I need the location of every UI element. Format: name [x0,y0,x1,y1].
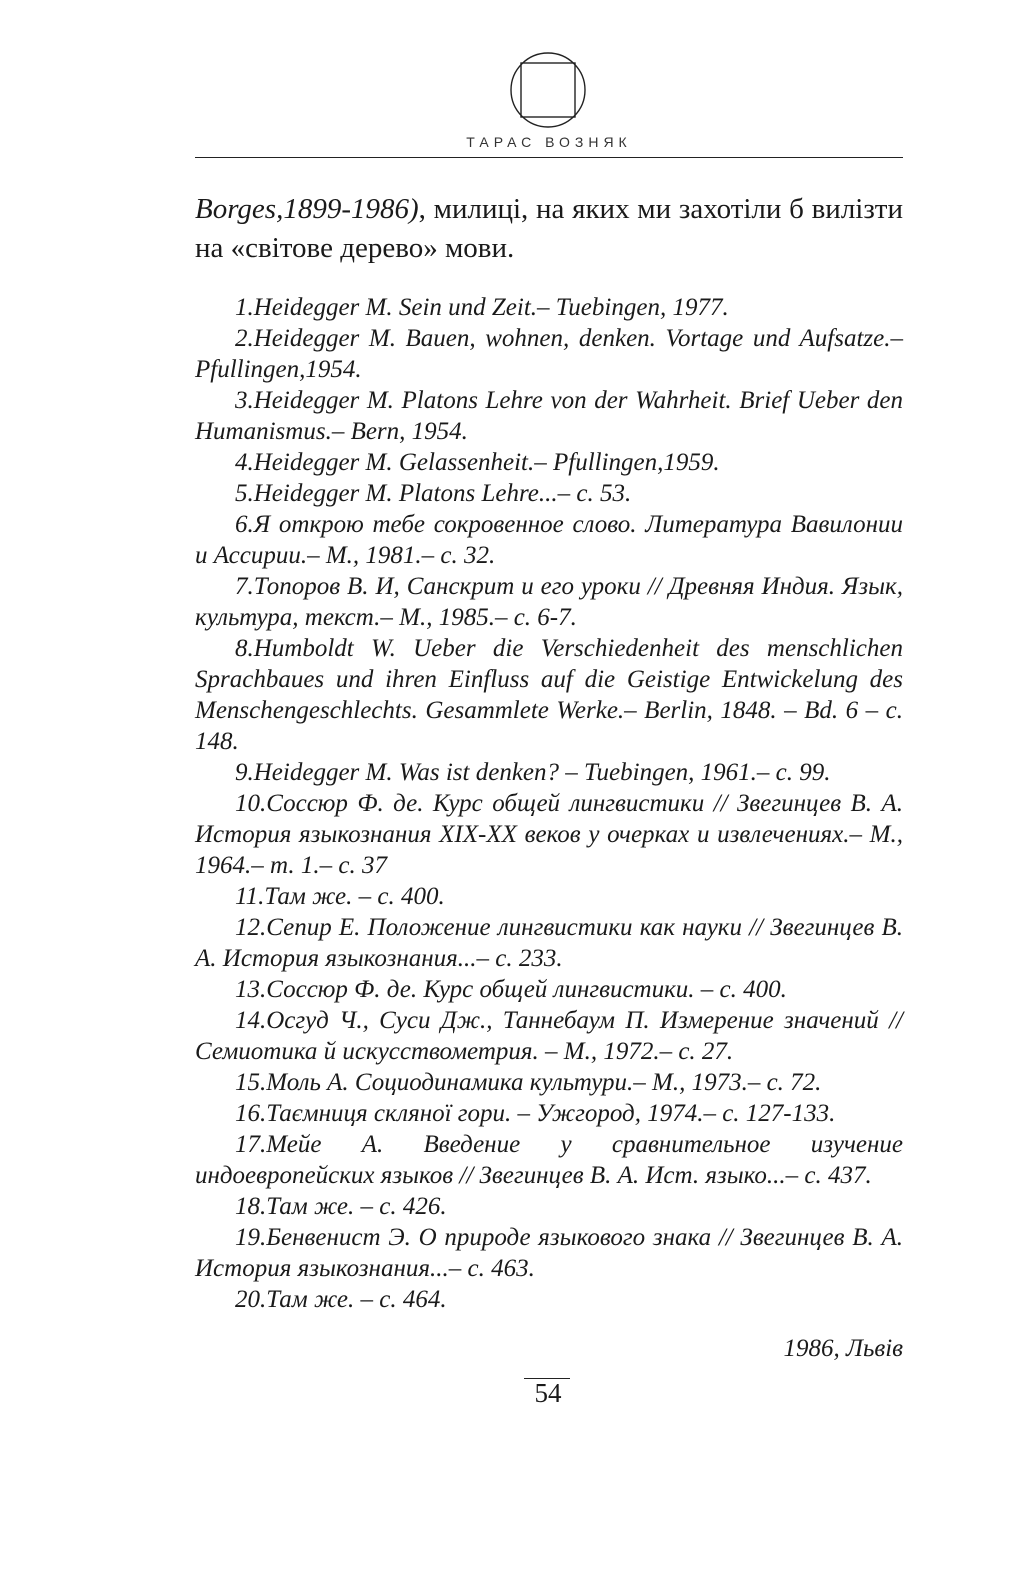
note-item: 1.Heidegger M. Sein und Zeit.– Tuebingen, 1977. [235,294,729,321]
body-paragraph [195,190,903,268]
note-item: 20.Там же. – с. 464. [235,1286,447,1313]
note-item: 15.Моль А. Социодинамика культури.– М., 1973.– с. 72. [235,1069,822,1096]
body-lead-rest: , милиці, на яких ми захотіли б вилізти на «світове дерево» мови. [195,193,903,264]
notes-list [195,292,903,1315]
note-item: 2.Heidegger M. Bauen, wohnen, denken. Vortage und Aufsatze.– Pfullingen,1954. [195,325,903,383]
note-item: 14.Осгуд Ч., Суси Дж., Таннебаум П. Измерение значений // Семиотика й искусствометрия. – М., 1972.– с. 27. [195,1007,903,1065]
note-item: 9.Heidegger M. Was ist denken? – Tuebingen, 1961.– с. 99. [235,759,831,786]
note-item: 12.Сепир Е. Положение лингвистики как науки // Звегинцев В. А. История языкознания...– с. 233. [195,914,903,972]
note-item: 3.Heidegger M. Platons Lehre von der Wahrheit. Brief Ueber den Humanismus.– Bern, 1954. [195,387,903,445]
note-item: 4.Heidegger M. Gelassenheit.– Pfullingen,1959. [235,449,720,476]
header-rule [195,157,903,158]
note-item: 7.Топоров В. И, Санскрит и его уроки // Древняя Индия. Язык, культура, текст.– М., 1985.– с. 6-7. [195,573,903,631]
note-item: 16.Таємниця скляної гори. – Ужгород, 1974.– с. 127-133. [235,1100,836,1127]
note-item: 8.Humboldt W. Ueber die Verschiedenheit des menschlichen Sprachbaues und ihren Einfluss auf die Geistige Entwickelung des Menschengeschlechts. Gesammlete Werke.– Berlin, 1848. – Bd. 6 – с. 148. [195,635,903,755]
note-item: 11.Там же. – с. 400. [235,883,445,910]
note-item: 6.Я открою тебе сокровенное слово. Литература Вавилонии и Ассирии.– М., 1981.– с. 32. [195,511,903,569]
note-item: 18.Там же. – с. 426. [235,1193,447,1220]
running-head: ТАРАС ВОЗНЯК [466,134,632,150]
note-item: 19.Бенвенист Э. О природе языкового знака // Звегинцев В. А. История языкознания...– с. 463. [195,1224,903,1282]
circle-square-emblem-icon [508,50,588,130]
note-item: 13.Соссюр Ф. де. Курс общей лингвистики. – с. 400. [235,976,787,1003]
page-number: 54 [534,1378,562,1408]
signoff-date-place: 1986, Львів [783,1335,903,1362]
body-lead-italic: Borges,1899-1986) [195,193,419,225]
note-item: 10.Соссюр Ф. де. Курс общей лингвистики // Звегинцев В. А. История языкознания XIX-XX веков у очерках и извлечениях.– М., 1964.– т. 1.– с. 37 [195,790,903,879]
note-item: 5.Heidegger M. Platons Lehre...– с. 53. [235,480,632,507]
note-item: 17.Мейе А. Введение у сравнительное изучение индоевропейских языков // Звегинцев В. А. Ист. языко...– с. 437. [195,1131,903,1189]
